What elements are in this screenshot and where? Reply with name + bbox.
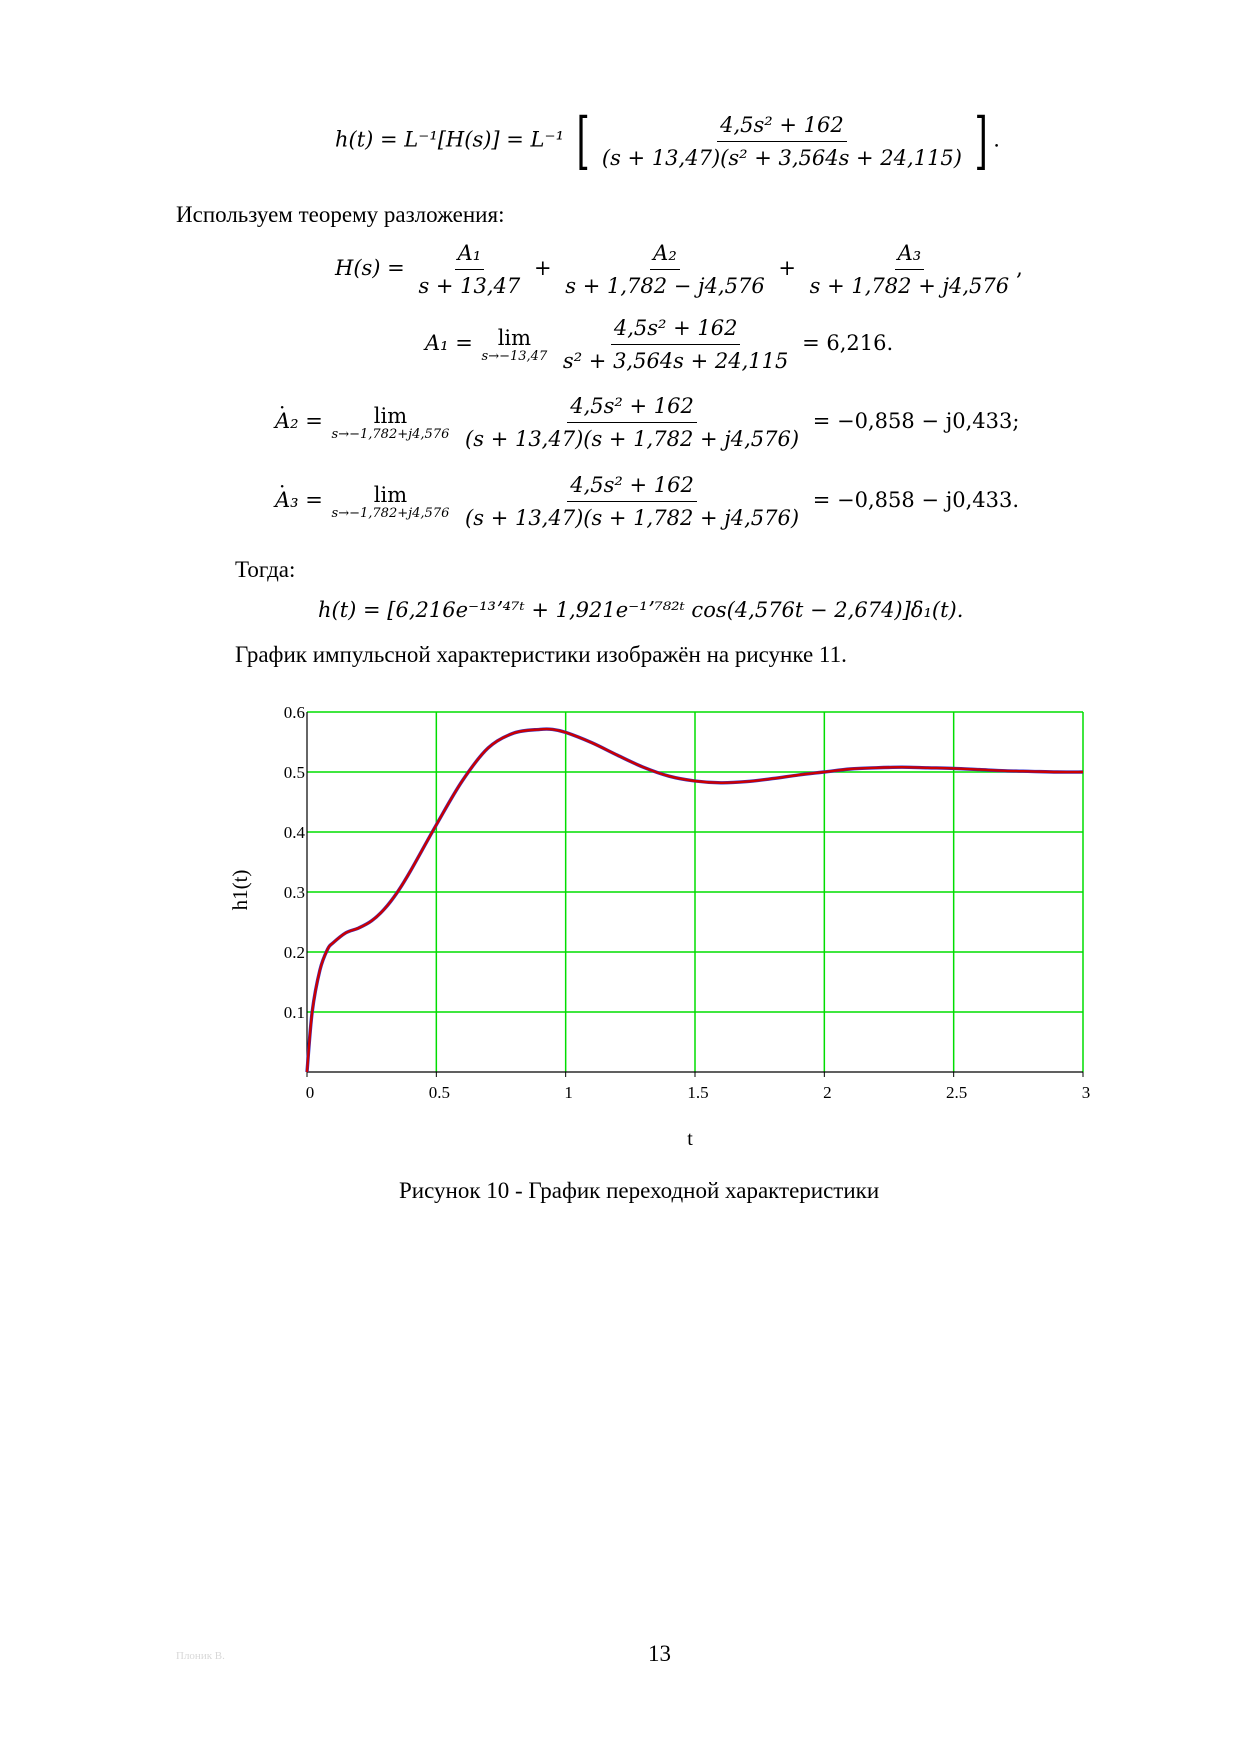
y-tick-label: 0.2 [283, 943, 305, 962]
eq5-rhs: = −0,858 − j0,433. [812, 488, 1020, 512]
y-axis-label: h1(t) [228, 869, 252, 911]
eq4-rhs: = −0,858 − j0,433; [812, 409, 1020, 433]
x-tick-label: 3 [1081, 1083, 1091, 1102]
eq3-numerator: 4,5s² + 162 [611, 315, 741, 345]
eq2-term2 [562, 240, 767, 299]
eq5-lhs: · A₃ = [275, 488, 323, 512]
eq2-term3 [807, 240, 1012, 299]
eq1-end: . [993, 127, 1000, 152]
eq3-lim-word: lim [497, 325, 532, 350]
chart-ticks [284, 703, 1091, 1102]
y-tick-label: 0.4 [283, 823, 305, 842]
x-tick-label: 0.5 [428, 1083, 450, 1102]
eq4-lhs: · A₂ = [275, 409, 323, 433]
eq1-lhs: h(t) = L⁻¹[H(s)] = L⁻¹ [335, 127, 565, 152]
footer-mark: Плоник В. [176, 1650, 225, 1662]
x-tick-label: 0 [305, 1083, 315, 1102]
eq5-lim-sub: s→−1,782+j4,576 [331, 505, 450, 521]
step-response-chart [225, 700, 1105, 1160]
equation-a3 [275, 472, 1019, 531]
eq1-fraction [599, 112, 965, 171]
eq4-fraction [462, 393, 802, 452]
eq3-lim-sub: s→−13,47 [481, 348, 548, 364]
eq5-numerator: 4,5s² + 162 [567, 472, 697, 502]
eq2-term1 [415, 240, 523, 299]
equation-a2 [275, 393, 1019, 452]
figure-caption: Рисунок 10 - График переходной характеристики [399, 1178, 880, 1203]
equation-inverse-laplace [335, 104, 1000, 177]
eq1-denominator: (s + 13,47)(s² + 3,564s + 24,115) [601, 145, 962, 170]
eq1-numerator: 4,5s² + 162 [717, 112, 847, 142]
eq3-limit [482, 326, 548, 364]
paragraph-expansion-theorem: Используем теорему разложения: [176, 202, 505, 227]
x-tick-label: 2 [823, 1083, 832, 1102]
eq2-lhs: H(s) = [335, 256, 405, 280]
eq3-rhs: = 6,216. [802, 331, 894, 355]
eq2-term2-num: A₂ [650, 240, 680, 270]
eq2-term1-num: A₁ [455, 240, 485, 270]
eq2-term1-den: s + 13,47 [418, 274, 521, 298]
chart-grid [307, 712, 1083, 1072]
eq2-term3-den: s + 1,782 + j4,576 [809, 274, 1010, 298]
x-axis-label: t [687, 1128, 693, 1150]
y-tick-label: 0.6 [283, 703, 305, 722]
eq2-plus2: + [778, 256, 796, 280]
eq4-limit [332, 404, 450, 442]
page-number: 13 [648, 1641, 671, 1666]
eq4-lim-word: lim [373, 403, 408, 428]
eq5-fraction [462, 472, 802, 531]
eq4-denominator: (s + 13,47)(s + 1,782 + j4,576) [465, 427, 800, 451]
equation-a1 [425, 315, 893, 374]
eq3-lhs: A₁ = [425, 331, 473, 355]
equation-impulse-response: h(t) = [6,216e⁻¹³ʼ⁴⁷ᵗ + 1,921e⁻¹ʼ⁷⁸²ᵗ cos(4,576t − 2,674)]δ₁(t). [318, 598, 964, 622]
paragraph-graph-reference: График импульсной характеристики изображён на рисунке 11. [235, 642, 847, 667]
eq4-numerator: 4,5s² + 162 [567, 393, 697, 423]
eq4-lim-sub: s→−1,782+j4,576 [331, 426, 450, 442]
left-bracket: [ [576, 104, 590, 177]
right-bracket: ] [974, 104, 988, 177]
eq5-limit [332, 483, 450, 521]
eq2-term2-den: s + 1,782 − j4,576 [565, 274, 765, 298]
x-tick-label: 2.5 [946, 1083, 968, 1102]
x-tick-label: 1 [564, 1083, 573, 1102]
eq5-lim-word: lim [373, 482, 408, 507]
eq3-denominator: s² + 3,564s + 24,115 [562, 349, 789, 373]
y-tick-label: 0.3 [283, 883, 305, 902]
eq3-fraction [560, 315, 791, 374]
eq5-denominator: (s + 13,47)(s + 1,782 + j4,576) [465, 506, 800, 530]
paragraph-then: Тогда: [235, 557, 296, 582]
x-tick-label: 1.5 [687, 1083, 709, 1102]
y-tick-label: 0.1 [283, 1003, 305, 1022]
eq2-plus1: + [533, 256, 552, 280]
eq2-end: , [1016, 256, 1023, 280]
equation-partial-fractions [335, 240, 1023, 299]
eq2-term3-num: A₃ [895, 240, 925, 270]
y-tick-label: 0.5 [283, 763, 305, 782]
